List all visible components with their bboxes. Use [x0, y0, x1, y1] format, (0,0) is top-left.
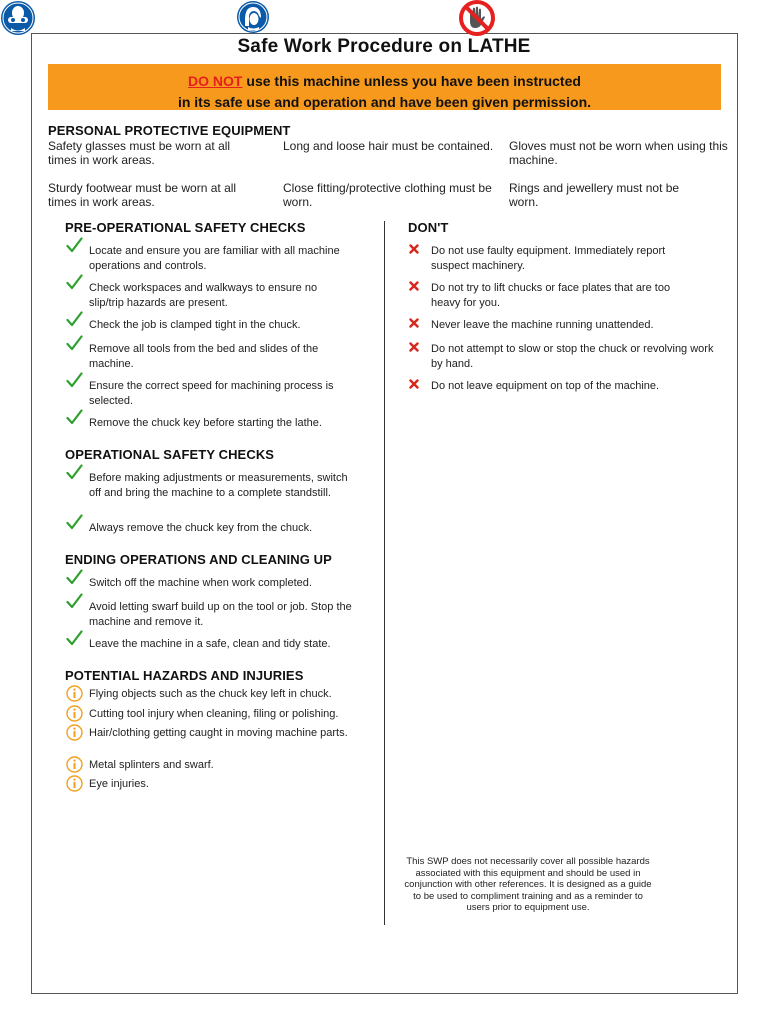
list-item: Leave the machine in a safe, clean and tidy state. [89, 638, 331, 650]
check-mark-icon [66, 464, 83, 480]
check-mark-icon [66, 311, 83, 327]
hazards-heading: POTENTIAL HAZARDS AND INJURIES [65, 668, 304, 683]
list-item: Flying objects such as the chuck key left in chuck. [89, 688, 332, 700]
check-mark-icon [66, 237, 83, 253]
ppe-item: Sturdy footwear must be worn at all times in work areas. [48, 181, 237, 209]
check-mark-icon [66, 630, 83, 646]
list-item: Switch off the machine when work completed. [89, 577, 312, 589]
list-item: Do not leave equipment on top of the machine. [431, 380, 660, 392]
list-item: Check workspaces and walkways to ensure no slip/trip hazards are present. [89, 282, 318, 309]
check-mark-icon [66, 569, 83, 585]
eye-protection-sign-icon [0, 0, 36, 36]
list-item: Eye injuries. [89, 778, 149, 790]
list-item: Avoid letting swarf build up on the tool or job. Stop the machine and remove it. [89, 601, 352, 628]
cross-mark-icon [409, 342, 419, 352]
hair-containment-sign-icon [236, 0, 270, 34]
list-item: Before making adjustments or measurements, switch off and bring the machine to a complete standstill. [89, 472, 348, 499]
ppe-item: Rings and jewellery must not be worn. [509, 181, 680, 209]
list-item: Locate and ensure you are familiar with all machine operations and controls. [89, 245, 340, 272]
check-mark-icon [66, 593, 83, 609]
cross-mark-icon [409, 281, 419, 291]
list-item: Do not attempt to slow or stop the chuck or revolving work by hand. [431, 343, 714, 370]
page-title: Safe Work Procedure on LATHE [237, 36, 531, 57]
banner-line-2: in its safe use and operation and have been given permission. [177, 94, 592, 110]
ppe-item: Gloves must not be worn when using this machine. [509, 139, 728, 167]
ppe-item: Long and loose hair must be contained. [283, 139, 494, 153]
ppe-heading: PERSONAL PROTECTIVE EQUIPMENT [48, 123, 291, 138]
cross-mark-icon [409, 318, 419, 328]
info-circle-icon [66, 685, 83, 702]
no-gloves-prohibition-icon [457, 0, 497, 36]
dont-heading: DON'T [408, 220, 449, 235]
list-item: Metal splinters and swarf. [89, 759, 214, 771]
banner-line-1: use this machine unless you have been instructed [242, 73, 581, 89]
info-circle-icon [66, 775, 83, 792]
pre-operational-heading: PRE-OPERATIONAL SAFETY CHECKS [65, 220, 306, 235]
do-not-emphasis: DO NOT [188, 73, 243, 89]
list-item: Ensure the correct speed for machining process is selected. [89, 380, 334, 407]
check-mark-icon [66, 514, 83, 530]
check-mark-icon [66, 409, 83, 425]
list-item: Hair/clothing getting caught in moving machine parts. [89, 727, 348, 739]
list-item: Always remove the chuck key from the chuck. [89, 522, 313, 534]
info-circle-icon [66, 705, 83, 722]
list-item: Never leave the machine running unattended. [431, 319, 654, 331]
cross-mark-icon [409, 379, 419, 389]
cross-mark-icon [409, 244, 419, 254]
list-item: Remove all tools from the bed and slides of the machine. [89, 343, 319, 370]
info-circle-icon [66, 756, 83, 773]
check-mark-icon [66, 335, 83, 351]
list-item: Check the job is clamped tight in the chuck. [89, 319, 301, 331]
info-circle-icon [66, 724, 83, 741]
ending-operations-heading: ENDING OPERATIONS AND CLEANING UP [65, 552, 332, 567]
ppe-item: Safety glasses must be worn at all times in work areas. [48, 139, 231, 167]
list-item: Do not try to lift chucks or face plates that are too heavy for you. [431, 282, 671, 309]
ppe-item: Close fitting/protective clothing must be worn. [283, 181, 492, 209]
disclaimer-note: This SWP does not necessarily cover all possible hazards associated with this equipment and should be used in conjunction with other references. It is designed as a guide to be used to compliment training and as a reminder to users prior to equipment use. [404, 856, 652, 913]
list-item: Do not use faulty equipment. Immediately report suspect machinery. [431, 245, 666, 272]
list-item: Cutting tool injury when cleaning, filing or polishing. [89, 708, 339, 720]
operational-heading: OPERATIONAL SAFETY CHECKS [65, 447, 275, 462]
list-item: Remove the chuck key before starting the lathe. [89, 417, 322, 429]
column-divider [384, 221, 385, 925]
check-mark-icon [66, 372, 83, 388]
check-mark-icon [66, 274, 83, 290]
warning-banner [48, 64, 721, 110]
